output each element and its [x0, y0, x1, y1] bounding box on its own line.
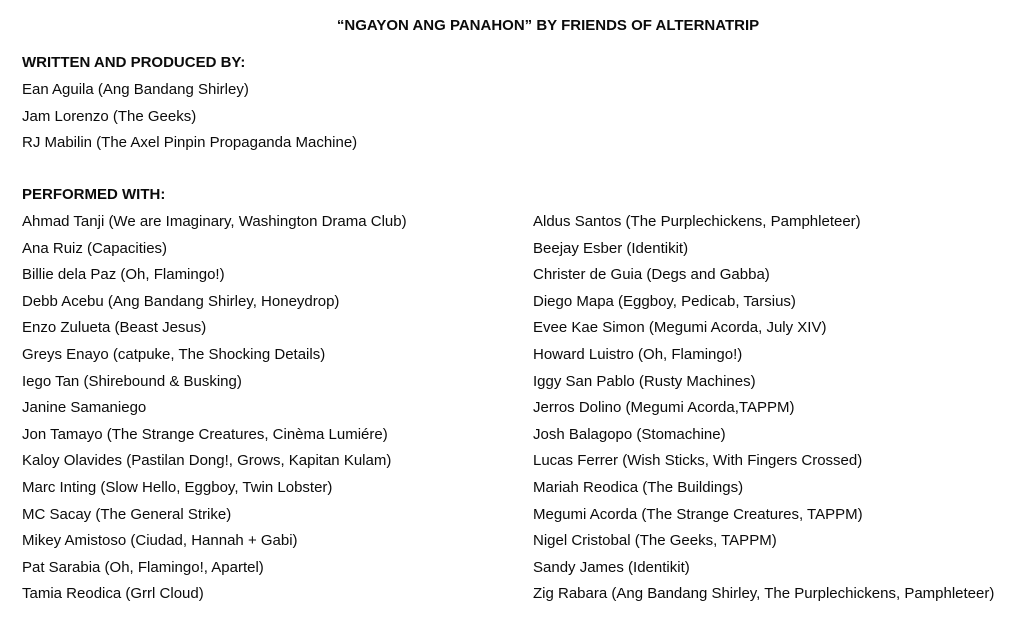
performer-item: Mikey Amistoso (Ciudad, Hannah + Gabi)	[22, 532, 298, 550]
performer-item: Janine Samaniego	[22, 399, 147, 417]
performer-item: Lucas Ferrer (Wish Sticks, With Fingers Crossed)	[533, 452, 863, 470]
performer-item: Greys Enayo (catpuke, The Shocking Details)	[22, 345, 326, 363]
performer-item: Ahmad Tanji (We are Imaginary, Washington Drama Club)	[22, 213, 407, 230]
writers-list	[22, 80, 357, 160]
performers-right-column	[533, 212, 994, 611]
performer-item: Christer de Guia (Degs and Gabba)	[533, 266, 770, 284]
performer-item: Josh Balagopo (Stomachine)	[533, 425, 726, 443]
writer-item: Jam Lorenzo (The Geeks)	[22, 107, 197, 125]
performer-item: Iego Tan (Shirebound & Busking)	[22, 372, 242, 390]
performer-item: Aldus Santos (The Purplechickens, Pamphleteer)	[533, 213, 861, 230]
performer-item: Jon Tamayo (The Strange Creatures, Cinèma Lumiére)	[22, 425, 388, 443]
performer-item: Iggy San Pablo (Rusty Machines)	[533, 372, 756, 390]
performer-item: Marc Inting (Slow Hello, Eggboy, Twin Lobster)	[22, 478, 333, 496]
performer-item: Evee Kae Simon (Megumi Acorda, July XIV)	[533, 319, 827, 337]
performer-item: Ana Ruiz (Capacities)	[22, 239, 168, 257]
performer-item: Megumi Acorda (The Strange Creatures, TAPPM)	[533, 505, 863, 523]
performer-item: Mariah Reodica (The Buildings)	[533, 478, 744, 496]
performer-item: Debb Acebu (Ang Bandang Shirley, Honeydrop)	[22, 292, 340, 310]
performer-item: Jerros Dolino (Megumi Acorda,TAPPM)	[533, 399, 795, 417]
writer-item: Ean Aguila (Ang Bandang Shirley)	[22, 81, 249, 98]
performer-item: Zig Rabara (Ang Bandang Shirley, The Purplechickens, Pamphleteer)	[533, 585, 995, 603]
document-title: “NGAYON ANG PANAHON” BY FRIENDS OF ALTERNATRIP	[336, 17, 760, 34]
performer-item: Nigel Cristobal (The Geeks, TAPPM)	[533, 532, 777, 550]
performed-with-heading: PERFORMED WITH:	[22, 186, 166, 203]
performer-item: Diego Mapa (Eggboy, Pedicab, Tarsius)	[533, 292, 796, 310]
performer-item: MC Sacay (The General Strike)	[22, 505, 232, 523]
performer-item: Enzo Zulueta (Beast Jesus)	[22, 319, 207, 337]
performer-item: Howard Luistro (Oh, Flamingo!)	[533, 345, 743, 363]
writer-item: RJ Mabilin (The Axel Pinpin Propaganda Machine)	[22, 134, 358, 152]
performer-item: Billie dela Paz (Oh, Flamingo!)	[22, 266, 225, 284]
performer-item: Kaloy Olavides (Pastilan Dong!, Grows, Kapitan Kulam)	[22, 452, 392, 470]
performer-item: Sandy James (Identikit)	[533, 558, 690, 576]
performer-item: Pat Sarabia (Oh, Flamingo!, Apartel)	[22, 558, 264, 576]
performer-item: Beejay Esber (Identikit)	[533, 239, 689, 257]
performer-item: Tamia Reodica (Grrl Cloud)	[22, 585, 204, 603]
written-produced-heading: WRITTEN AND PRODUCED BY:	[22, 54, 246, 71]
performers-left-column	[22, 212, 407, 611]
